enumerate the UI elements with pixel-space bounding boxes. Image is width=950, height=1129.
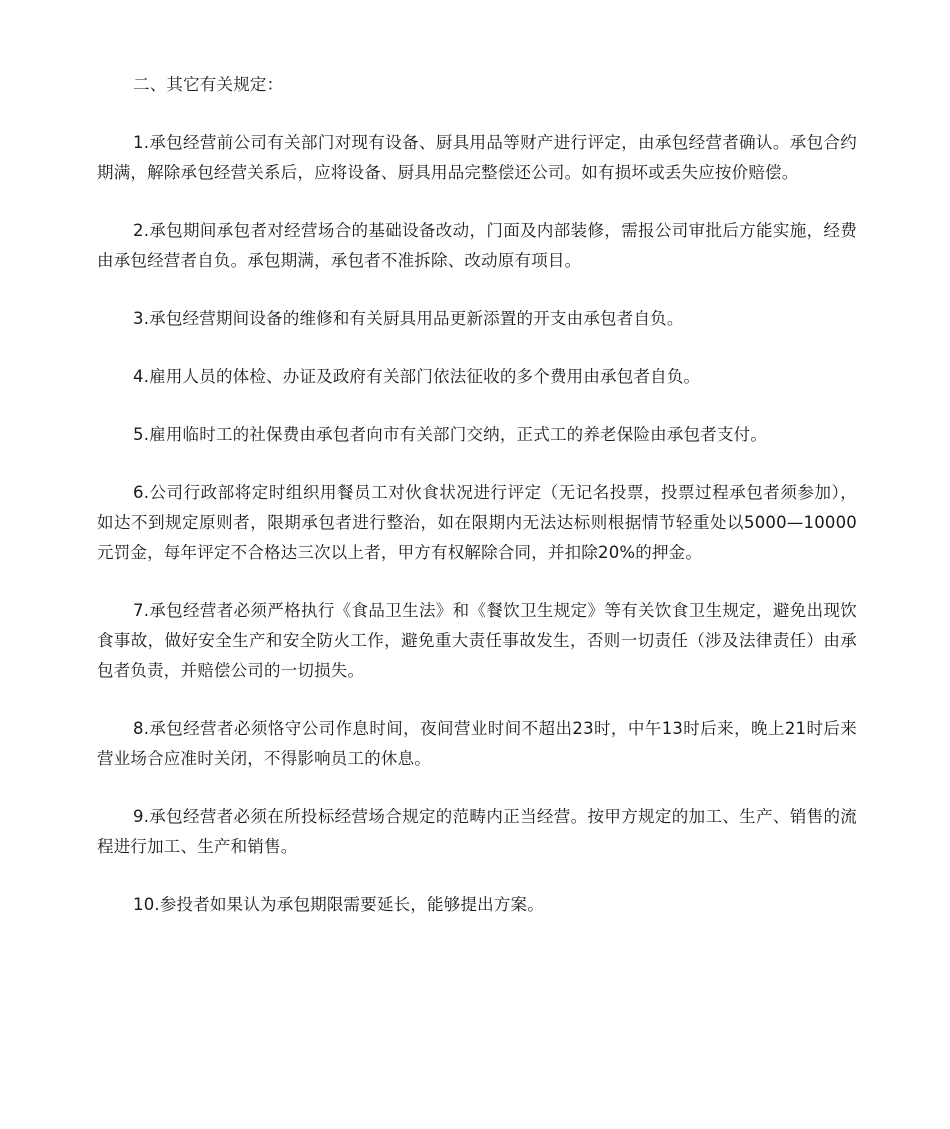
clause-3: 3.承包经营期间设备的维修和有关厨具用品更新添置的开支由承包者自负。 bbox=[133, 309, 684, 328]
clause-4: 4.雇用人员的体检、办证及政府有关部门依法征收的多个费用由承包者自负。 bbox=[133, 367, 701, 386]
document-page bbox=[97, 70, 857, 920]
clause-8: 8.承包经营者必须恪守公司作息时间，夜间营业时间不超出23时，中午13时后来，晚上21时后来营业场合应准时关闭，不得影响员工的休息。 bbox=[97, 719, 857, 768]
clause-7: 7.承包经营者必须严格执行《食品卫生法》和《餐饮卫生规定》等有关饮食卫生规定，避免出现饮食事故，做好安全生产和安全防火工作，避免重大责任事故发生，否则一切责任（涉及法律责任）由承包者负责，并赔偿公司的一切损失。 bbox=[97, 601, 857, 680]
clause-9: 9.承包经营者必须在所投标经营场合规定的范畴内正当经营。按甲方规定的加工、生产、销售的流程进行加工、生产和销售。 bbox=[97, 807, 857, 856]
clause-10: 10.参投者如果认为承包期限需要延长，能够提出方案。 bbox=[133, 895, 544, 914]
clause-5: 5.雇用临时工的社保费由承包者向市有关部门交纳，正式工的养老保险由承包者支付。 bbox=[133, 425, 768, 444]
clause-6: 6.公司行政部将定时组织用餐员工对伙食状况进行评定（无记名投票，投票过程承包者须参加），如达不到规定原则者，限期承包者进行整治，如在限期内无法达标则根据情节轻重处以5000—10000元罚金，每年评定不合格达三次以上者，甲方有权解除合同，并扣除20%的押金。 bbox=[97, 483, 857, 562]
section-heading: 二、其它有关规定： bbox=[133, 75, 284, 94]
clause-2: 2.承包期间承包者对经营场合的基础设备改动，门面及内部装修，需报公司审批后方能实施，经费由承包经营者自负。承包期满，承包者不准拆除、改动原有项目。 bbox=[97, 221, 857, 270]
clause-1: 1.承包经营前公司有关部门对现有设备、厨具用品等财产进行评定，由承包经营者确认。承包合约期满，解除承包经营关系后，应将设备、厨具用品完整偿还公司。如有损坏或丢失应按价赔偿。 bbox=[97, 133, 857, 182]
